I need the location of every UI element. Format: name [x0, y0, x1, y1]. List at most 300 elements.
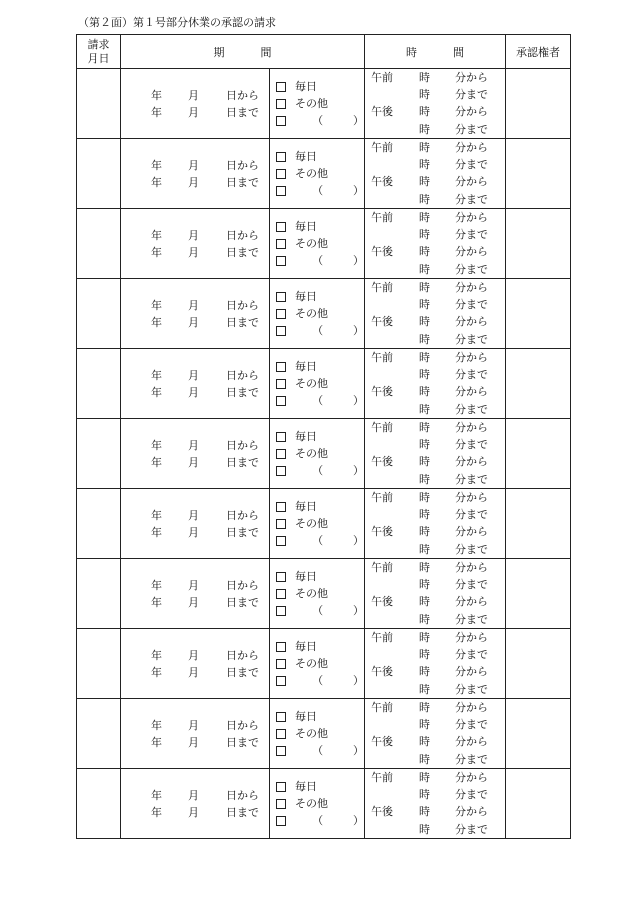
table-row	[77, 139, 571, 209]
am-until-hour-label: 時	[419, 508, 430, 522]
daily-checkbox-icon[interactable]	[276, 502, 286, 512]
frequency-custom-option[interactable]	[276, 392, 364, 409]
am-label: 午前	[371, 211, 393, 224]
period-cell[interactable]	[121, 489, 270, 559]
period-until-line	[121, 804, 269, 821]
table-row	[77, 69, 571, 139]
period-until-line	[121, 734, 269, 751]
am-label: 午前	[371, 71, 393, 84]
period-from-line	[121, 367, 269, 384]
other-checkbox-icon[interactable]	[276, 99, 286, 109]
am-until-minute-label: 分まで	[455, 438, 488, 452]
period-from-day-label: 日から	[226, 228, 259, 242]
frequency-other-option[interactable]	[276, 795, 364, 812]
am-until-hour-label: 時	[419, 88, 430, 102]
paren-open: （	[312, 184, 324, 197]
period-cell[interactable]	[121, 699, 270, 769]
time-am-from-line	[365, 139, 505, 156]
frequency-daily-option[interactable]	[276, 778, 364, 795]
am-until-minute-label: 分まで	[455, 648, 488, 662]
time-am-until-line	[365, 506, 505, 523]
time-pm-until-line	[365, 751, 505, 768]
period-until-month-label: 月	[188, 455, 199, 469]
period-until-year-label: 年	[151, 315, 162, 329]
period-from-year-label: 年	[151, 508, 162, 522]
period-from-line	[121, 437, 269, 454]
period-from-month-label: 月	[188, 88, 199, 102]
time-pm-until-line	[365, 261, 505, 278]
period-from-day-label: 日から	[226, 718, 259, 732]
frequency-custom-option[interactable]	[276, 252, 364, 269]
period-from-year-label: 年	[151, 88, 162, 102]
custom-checkbox-icon[interactable]	[276, 326, 286, 336]
period-from-line	[121, 227, 269, 244]
pm-from-minute-label: 分から	[455, 805, 488, 819]
pm-until-hour-label: 時	[419, 402, 430, 416]
time-pm-from-line	[365, 453, 505, 470]
period-until-day-label: 日まで	[226, 665, 259, 679]
daily-checkbox-icon[interactable]	[276, 572, 286, 582]
other-checkbox-icon[interactable]	[276, 729, 286, 739]
frequency-cell	[270, 699, 365, 769]
time-pm-until-line	[365, 331, 505, 348]
time-am-from-line	[365, 69, 505, 86]
pm-from-hour-label: 時	[419, 455, 430, 469]
am-from-minute-label: 分から	[455, 281, 488, 294]
am-until-minute-label: 分まで	[455, 788, 488, 802]
period-until-month-label: 月	[188, 735, 199, 749]
time-pm-from-line	[365, 593, 505, 610]
time-cell[interactable]	[365, 559, 506, 629]
approver-cell[interactable]	[506, 699, 571, 769]
time-am-until-line	[365, 576, 505, 593]
am-until-hour-label: 時	[419, 718, 430, 732]
pm-until-minute-label: 分まで	[455, 822, 488, 836]
custom-checkbox-icon[interactable]	[276, 746, 286, 756]
frequency-cell	[270, 629, 365, 699]
pm-until-hour-label: 時	[419, 822, 430, 836]
pm-until-hour-label: 時	[419, 262, 430, 276]
time-cell[interactable]	[365, 139, 506, 209]
paren-close: ）	[353, 604, 364, 617]
time-pm-until-line	[365, 401, 505, 418]
period-from-month-label: 月	[188, 508, 199, 522]
custom-checkbox-icon[interactable]	[276, 466, 286, 476]
time-cell[interactable]	[365, 279, 506, 349]
period-cell[interactable]	[121, 279, 270, 349]
page-title: （第２面）第１号部分休業の承認の請求	[78, 16, 276, 29]
period-until-year-label: 年	[151, 455, 162, 469]
daily-checkbox-icon[interactable]	[276, 712, 286, 722]
time-pm-from-line	[365, 103, 505, 120]
approver-cell[interactable]	[506, 209, 571, 279]
time-pm-until-line	[365, 541, 505, 558]
period-cell[interactable]	[121, 349, 270, 419]
am-from-hour-label: 時	[419, 631, 430, 644]
period-until-day-label: 日まで	[226, 595, 259, 609]
time-pm-until-line	[365, 611, 505, 628]
time-pm-until-line	[365, 471, 505, 488]
time-cell[interactable]	[365, 629, 506, 699]
time-cell[interactable]	[365, 209, 506, 279]
table-row	[77, 629, 571, 699]
request-date-cell[interactable]	[77, 209, 121, 279]
period-until-day-label: 日まで	[226, 735, 259, 749]
daily-checkbox-icon[interactable]	[276, 82, 286, 92]
period-from-month-label: 月	[188, 298, 199, 312]
time-am-from-line	[365, 349, 505, 366]
time-am-until-line	[365, 716, 505, 733]
period-from-line	[121, 297, 269, 314]
table-row	[77, 419, 571, 489]
pm-from-hour-label: 時	[419, 665, 430, 679]
request-date-cell[interactable]	[77, 699, 121, 769]
table-row	[77, 349, 571, 419]
frequency-custom-option[interactable]	[276, 602, 364, 619]
time-am-from-line	[365, 279, 505, 296]
daily-label: 毎日	[295, 150, 317, 163]
time-pm-from-line	[365, 803, 505, 820]
period-cell[interactable]	[121, 209, 270, 279]
frequency-cell	[270, 209, 365, 279]
time-am-from-line	[365, 769, 505, 786]
time-pm-until-line	[365, 191, 505, 208]
frequency-daily-option[interactable]	[276, 148, 364, 165]
daily-checkbox-icon[interactable]	[276, 782, 286, 792]
pm-from-minute-label: 分から	[455, 105, 488, 119]
period-from-line	[121, 647, 269, 664]
paren-close: ）	[353, 534, 364, 547]
pm-until-hour-label: 時	[419, 122, 430, 136]
am-from-minute-label: 分から	[455, 561, 488, 574]
pm-label: 午後	[371, 175, 393, 189]
frequency-other-option[interactable]	[276, 95, 364, 112]
time-cell[interactable]	[365, 69, 506, 139]
daily-label: 毎日	[295, 570, 317, 583]
daily-checkbox-icon[interactable]	[276, 642, 286, 652]
paren-open: （	[312, 534, 324, 547]
frequency-other-option[interactable]	[276, 725, 364, 742]
period-from-month-label: 月	[188, 438, 199, 452]
period-from-year-label: 年	[151, 228, 162, 242]
period-until-month-label: 月	[188, 595, 199, 609]
paren-open: （	[312, 604, 324, 617]
frequency-other-option[interactable]	[276, 375, 364, 392]
approver-cell[interactable]	[506, 279, 571, 349]
pm-until-hour-label: 時	[419, 682, 430, 696]
custom-checkbox-icon[interactable]	[276, 116, 286, 126]
period-from-line	[121, 507, 269, 524]
table-header-row	[77, 35, 571, 69]
request-date-cell[interactable]	[77, 349, 121, 419]
am-until-hour-label: 時	[419, 298, 430, 312]
pm-label: 午後	[371, 735, 393, 749]
request-date-cell[interactable]	[77, 769, 121, 839]
period-until-line	[121, 244, 269, 261]
frequency-custom-option[interactable]	[276, 322, 364, 339]
period-until-month-label: 月	[188, 175, 199, 189]
table-row	[77, 769, 571, 839]
daily-checkbox-icon[interactable]	[276, 152, 286, 162]
pm-from-hour-label: 時	[419, 385, 430, 399]
frequency-custom-option[interactable]	[276, 672, 364, 689]
frequency-other-option[interactable]	[276, 445, 364, 462]
request-date-cell[interactable]	[77, 629, 121, 699]
time-cell[interactable]	[365, 419, 506, 489]
period-from-day-label: 日から	[226, 298, 259, 312]
time-cell[interactable]	[365, 349, 506, 419]
daily-checkbox-icon[interactable]	[276, 292, 286, 302]
frequency-cell	[270, 69, 365, 139]
period-cell[interactable]	[121, 139, 270, 209]
am-from-hour-label: 時	[419, 771, 430, 784]
period-cell[interactable]	[121, 419, 270, 489]
period-cell[interactable]	[121, 769, 270, 839]
paren-close: ）	[353, 114, 364, 127]
request-date-cell[interactable]	[77, 419, 121, 489]
request-date-cell[interactable]	[77, 489, 121, 559]
other-checkbox-icon[interactable]	[276, 309, 286, 319]
other-label: その他	[295, 167, 328, 180]
paren-close: ）	[353, 394, 364, 407]
frequency-daily-option[interactable]	[276, 218, 364, 235]
header-period-char1: 期	[213, 45, 225, 59]
am-from-hour-label: 時	[419, 71, 430, 84]
frequency-custom-option[interactable]	[276, 812, 364, 829]
header-request-date-line2: 月日	[87, 51, 110, 65]
request-date-cell[interactable]	[77, 559, 121, 629]
custom-checkbox-icon[interactable]	[276, 256, 286, 266]
pm-from-minute-label: 分から	[455, 175, 488, 189]
approver-cell[interactable]	[506, 349, 571, 419]
am-label: 午前	[371, 421, 393, 434]
period-until-line	[121, 454, 269, 471]
period-from-day-label: 日から	[226, 508, 259, 522]
paren-close: ）	[353, 254, 364, 267]
am-from-hour-label: 時	[419, 351, 430, 364]
period-from-day-label: 日から	[226, 368, 259, 382]
am-from-minute-label: 分から	[455, 141, 488, 154]
period-until-line	[121, 594, 269, 611]
period-until-year-label: 年	[151, 735, 162, 749]
daily-label: 毎日	[295, 80, 317, 93]
other-checkbox-icon[interactable]	[276, 239, 286, 249]
frequency-daily-option[interactable]	[276, 358, 364, 375]
pm-label: 午後	[371, 665, 393, 679]
am-label: 午前	[371, 701, 393, 714]
period-until-month-label: 月	[188, 805, 199, 819]
other-checkbox-icon[interactable]	[276, 519, 286, 529]
am-from-hour-label: 時	[419, 491, 430, 504]
other-label: その他	[295, 797, 328, 810]
time-cell[interactable]	[365, 769, 506, 839]
am-from-minute-label: 分から	[455, 631, 488, 644]
other-checkbox-icon[interactable]	[276, 379, 286, 389]
daily-label: 毎日	[295, 430, 317, 443]
request-date-cell[interactable]	[77, 69, 121, 139]
pm-until-minute-label: 分まで	[455, 262, 488, 276]
period-until-day-label: 日まで	[226, 525, 259, 539]
other-checkbox-icon[interactable]	[276, 799, 286, 809]
am-until-minute-label: 分まで	[455, 228, 488, 242]
period-from-year-label: 年	[151, 158, 162, 172]
time-am-until-line	[365, 296, 505, 313]
custom-checkbox-icon[interactable]	[276, 816, 286, 826]
frequency-other-option[interactable]	[276, 235, 364, 252]
frequency-other-option[interactable]	[276, 305, 364, 322]
frequency-daily-option[interactable]	[276, 568, 364, 585]
other-label: その他	[295, 237, 328, 250]
approver-cell[interactable]	[506, 769, 571, 839]
am-until-minute-label: 分まで	[455, 508, 488, 522]
time-am-from-line	[365, 209, 505, 226]
am-until-minute-label: 分まで	[455, 298, 488, 312]
pm-until-hour-label: 時	[419, 472, 430, 486]
approver-cell[interactable]	[506, 139, 571, 209]
header-time-char1: 時	[406, 45, 417, 59]
approver-cell[interactable]	[506, 559, 571, 629]
period-from-year-label: 年	[151, 298, 162, 312]
frequency-daily-option[interactable]	[276, 708, 364, 725]
header-approver: 承認権者	[506, 35, 571, 69]
am-until-minute-label: 分まで	[455, 158, 488, 172]
frequency-cell	[270, 349, 365, 419]
frequency-daily-option[interactable]	[276, 288, 364, 305]
period-until-day-label: 日まで	[226, 455, 259, 469]
period-from-month-label: 月	[188, 718, 199, 732]
frequency-other-option[interactable]	[276, 165, 364, 182]
pm-label: 午後	[371, 805, 393, 819]
approver-cell[interactable]	[506, 419, 571, 489]
am-from-hour-label: 時	[419, 141, 430, 154]
period-cell[interactable]	[121, 629, 270, 699]
other-label: その他	[295, 657, 328, 670]
frequency-custom-option[interactable]	[276, 462, 364, 479]
frequency-daily-option[interactable]	[276, 428, 364, 445]
pm-until-minute-label: 分まで	[455, 122, 488, 136]
frequency-custom-option[interactable]	[276, 742, 364, 759]
custom-checkbox-icon[interactable]	[276, 536, 286, 546]
header-request-date	[77, 35, 121, 69]
period-until-line	[121, 174, 269, 191]
daily-checkbox-icon[interactable]	[276, 432, 286, 442]
period-until-month-label: 月	[188, 385, 199, 399]
am-label: 午前	[371, 281, 393, 294]
pm-until-minute-label: 分まで	[455, 542, 488, 556]
custom-checkbox-icon[interactable]	[276, 396, 286, 406]
period-until-day-label: 日まで	[226, 175, 259, 189]
daily-label: 毎日	[295, 360, 317, 373]
time-am-until-line	[365, 156, 505, 173]
table-row	[77, 559, 571, 629]
approver-cell[interactable]	[506, 489, 571, 559]
time-am-from-line	[365, 489, 505, 506]
daily-checkbox-icon[interactable]	[276, 222, 286, 232]
frequency-custom-option[interactable]	[276, 182, 364, 199]
frequency-other-option[interactable]	[276, 515, 364, 532]
pm-from-minute-label: 分から	[455, 245, 488, 259]
other-label: その他	[295, 517, 328, 530]
paren-close: ）	[353, 674, 364, 687]
frequency-daily-option[interactable]	[276, 78, 364, 95]
period-from-year-label: 年	[151, 368, 162, 382]
frequency-custom-option[interactable]	[276, 532, 364, 549]
frequency-other-option[interactable]	[276, 655, 364, 672]
other-checkbox-icon[interactable]	[276, 659, 286, 669]
frequency-daily-option[interactable]	[276, 638, 364, 655]
paren-open: （	[312, 814, 324, 827]
paren-close: ）	[353, 184, 364, 197]
period-from-line	[121, 717, 269, 734]
table-row	[77, 279, 571, 349]
approver-cell[interactable]	[506, 629, 571, 699]
period-until-year-label: 年	[151, 525, 162, 539]
daily-label: 毎日	[295, 780, 317, 793]
period-from-day-label: 日から	[226, 88, 259, 102]
approver-cell[interactable]	[506, 69, 571, 139]
period-until-month-label: 月	[188, 245, 199, 259]
daily-checkbox-icon[interactable]	[276, 362, 286, 372]
time-cell[interactable]	[365, 489, 506, 559]
other-checkbox-icon[interactable]	[276, 169, 286, 179]
pm-until-minute-label: 分まで	[455, 192, 488, 206]
time-am-until-line	[365, 226, 505, 243]
am-until-hour-label: 時	[419, 228, 430, 242]
custom-checkbox-icon[interactable]	[276, 186, 286, 196]
frequency-daily-option[interactable]	[276, 498, 364, 515]
period-until-month-label: 月	[188, 105, 199, 119]
time-pm-from-line	[365, 173, 505, 190]
period-until-year-label: 年	[151, 665, 162, 679]
pm-from-minute-label: 分から	[455, 595, 488, 609]
request-date-cell[interactable]	[77, 279, 121, 349]
request-date-cell[interactable]	[77, 139, 121, 209]
pm-label: 午後	[371, 385, 393, 399]
pm-until-minute-label: 分まで	[455, 402, 488, 416]
pm-from-minute-label: 分から	[455, 455, 488, 469]
period-cell[interactable]	[121, 69, 270, 139]
custom-checkbox-icon[interactable]	[276, 606, 286, 616]
pm-label: 午後	[371, 315, 393, 329]
period-from-line	[121, 87, 269, 104]
am-from-minute-label: 分から	[455, 351, 488, 364]
frequency-other-option[interactable]	[276, 585, 364, 602]
pm-until-minute-label: 分まで	[455, 752, 488, 766]
am-from-minute-label: 分から	[455, 771, 488, 784]
period-until-day-label: 日まで	[226, 105, 259, 119]
frequency-cell	[270, 559, 365, 629]
other-label: その他	[295, 97, 328, 110]
frequency-custom-option[interactable]	[276, 112, 364, 129]
other-checkbox-icon[interactable]	[276, 589, 286, 599]
paren-open: （	[312, 744, 324, 757]
period-until-month-label: 月	[188, 315, 199, 329]
custom-checkbox-icon[interactable]	[276, 676, 286, 686]
pm-until-hour-label: 時	[419, 612, 430, 626]
period-until-year-label: 年	[151, 595, 162, 609]
time-cell[interactable]	[365, 699, 506, 769]
daily-label: 毎日	[295, 220, 317, 233]
am-label: 午前	[371, 491, 393, 504]
period-until-year-label: 年	[151, 385, 162, 399]
period-cell[interactable]	[121, 559, 270, 629]
pm-label: 午後	[371, 525, 393, 539]
other-checkbox-icon[interactable]	[276, 449, 286, 459]
frequency-cell	[270, 489, 365, 559]
frequency-cell	[270, 769, 365, 839]
period-from-day-label: 日から	[226, 438, 259, 452]
pm-from-hour-label: 時	[419, 175, 430, 189]
